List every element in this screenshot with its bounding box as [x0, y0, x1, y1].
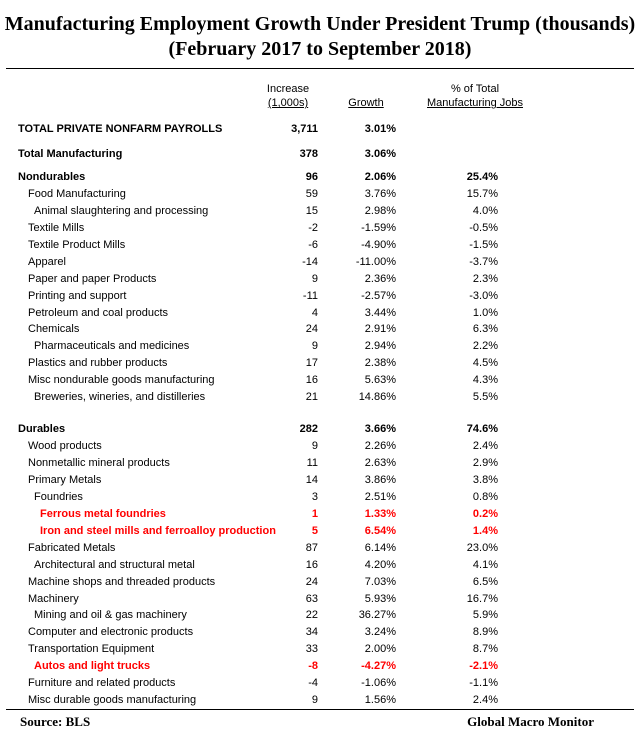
increase-value: 17	[305, 357, 318, 369]
growth-value: 2.51%	[364, 491, 396, 503]
pct-value: -0.5%	[469, 222, 498, 234]
row-label: TOTAL PRIVATE NONFARM PAYROLLS	[18, 123, 223, 135]
table-row	[0, 338, 640, 355]
row-label: Textile Product Mills	[28, 239, 126, 251]
increase-value: -11	[302, 290, 318, 302]
pct-value: 15.7%	[466, 188, 498, 200]
pct-value: 5.5%	[472, 391, 498, 403]
increase-value: 96	[305, 171, 318, 183]
table-row	[0, 489, 640, 506]
row-label: Animal slaughtering and processing	[34, 205, 209, 217]
table-row	[0, 607, 640, 624]
row-label: Primary Metals	[28, 474, 102, 486]
table-row	[0, 389, 640, 406]
increase-value: 14	[305, 474, 318, 486]
pct-value: 8.7%	[472, 643, 498, 655]
table-row	[0, 641, 640, 658]
table-row	[0, 658, 640, 675]
growth-value: 3.24%	[364, 626, 396, 638]
growth-value: 2.98%	[364, 205, 396, 217]
row-label: Foundries	[34, 491, 83, 503]
table-row	[0, 254, 640, 271]
increase-value: 59	[305, 188, 318, 200]
table-row	[0, 321, 640, 338]
row-label: Breweries, wineries, and distilleries	[34, 391, 206, 403]
pct-value: 6.5%	[472, 576, 498, 588]
growth-value: 6.54%	[364, 525, 396, 537]
increase-value: 9	[311, 340, 318, 352]
pct-value: 2.9%	[472, 457, 498, 469]
row-label: Textile Mills	[28, 222, 85, 234]
header-pct-total: % of Total	[450, 83, 500, 95]
table-row	[0, 288, 640, 305]
increase-value: 378	[299, 148, 318, 160]
increase-value: 15	[305, 205, 318, 217]
row-label: Food Manufacturing	[28, 188, 126, 200]
growth-value: 7.03%	[364, 576, 396, 588]
row-label: Mining and oil & gas machinery	[34, 609, 187, 621]
increase-value: 34	[305, 626, 318, 638]
pct-value: 2.4%	[472, 440, 498, 452]
increase-value: 87	[305, 542, 318, 554]
row-label: Printing and support	[28, 290, 127, 302]
table-row	[0, 146, 640, 163]
increase-value: 3	[311, 491, 318, 503]
growth-value: 3.01%	[364, 123, 396, 135]
growth-value: 2.26%	[364, 440, 396, 452]
increase-value: 9	[311, 273, 318, 285]
increase-value: 1	[311, 508, 318, 520]
row-label: Wood products	[28, 440, 102, 452]
row-label: Paper and paper Products	[28, 273, 157, 285]
growth-value: -2.57%	[361, 290, 396, 302]
table-row	[0, 506, 640, 523]
increase-value: 5	[311, 525, 318, 537]
increase-value: 9	[311, 440, 318, 452]
chart-title: Manufacturing Employment Growth Under President Trump (thousands)	[4, 13, 636, 35]
growth-value: 4.20%	[364, 559, 396, 571]
growth-value: -1.59%	[361, 222, 396, 234]
growth-value: 2.36%	[364, 273, 396, 285]
pct-value: 0.8%	[472, 491, 498, 503]
row-label: Fabricated Metals	[28, 542, 116, 554]
increase-value: 24	[305, 323, 318, 335]
source-label: Source: BLS	[20, 714, 91, 729]
pct-value: 1.0%	[472, 307, 498, 319]
increase-value: -14	[302, 256, 318, 268]
row-label: Architectural and structural metal	[34, 559, 195, 571]
table-row	[0, 305, 640, 322]
table-row	[0, 675, 640, 692]
header-growth: Growth	[348, 97, 384, 109]
bottom-rule	[6, 709, 634, 710]
increase-value: 4	[311, 307, 318, 319]
pct-value: 16.7%	[466, 593, 498, 605]
growth-value: 3.66%	[364, 423, 396, 435]
increase-value: 21	[305, 391, 318, 403]
pct-value: 1.4%	[472, 525, 498, 537]
increase-value: 33	[305, 643, 318, 655]
row-label: Nonmetallic mineral products	[28, 457, 170, 469]
table-row	[0, 591, 640, 608]
row-label: Pharmaceuticals and medicines	[34, 340, 190, 352]
row-label: Plastics and rubber products	[28, 357, 168, 369]
table-row	[0, 574, 640, 591]
growth-value: 3.44%	[364, 307, 396, 319]
brand-label: Global Macro Monitor	[467, 714, 594, 729]
pct-value: 74.6%	[466, 423, 498, 435]
row-label: Apparel	[28, 256, 66, 268]
table-row	[0, 355, 640, 372]
pct-value: 0.2%	[472, 508, 498, 520]
row-label: Iron and steel mills and ferroalloy production	[40, 525, 276, 537]
row-label: Transportation Equipment	[28, 643, 155, 655]
table-row	[0, 472, 640, 489]
pct-value: 2.2%	[472, 340, 498, 352]
growth-value: 3.06%	[364, 148, 396, 160]
pct-value: 6.3%	[472, 323, 498, 335]
header-increase: Increase	[266, 83, 310, 95]
increase-value: 3,711	[291, 123, 318, 135]
row-label: Total Manufacturing	[18, 148, 123, 160]
increase-value: -4	[308, 677, 318, 689]
pct-value: -3.0%	[469, 290, 498, 302]
pct-value: 23.0%	[466, 542, 498, 554]
pct-value: 3.8%	[472, 474, 498, 486]
increase-value: 16	[305, 374, 318, 386]
pct-value: 5.9%	[472, 609, 498, 621]
table-row	[0, 237, 640, 254]
increase-value: 11	[306, 457, 318, 469]
pct-value: 2.4%	[472, 694, 498, 706]
row-label: Petroleum and coal products	[28, 307, 169, 319]
growth-value: -11.00%	[355, 256, 396, 268]
table-row	[0, 186, 640, 203]
row-label: Furniture and related products	[28, 677, 176, 689]
table-row	[0, 203, 640, 220]
row-label: Machine shops and threaded products	[28, 576, 216, 588]
pct-value: 4.3%	[472, 374, 498, 386]
growth-value: 6.14%	[364, 542, 396, 554]
row-label: Machinery	[28, 593, 79, 605]
table-row	[0, 557, 640, 574]
increase-value: 63	[305, 593, 318, 605]
pct-value: -1.1%	[469, 677, 498, 689]
increase-value: 22	[305, 609, 318, 621]
table-row	[0, 121, 640, 138]
row-label: Misc durable goods manufacturing	[28, 694, 197, 706]
table-row	[0, 169, 640, 186]
table-row	[0, 692, 640, 709]
pct-value: 8.9%	[472, 626, 498, 638]
growth-value: 2.38%	[364, 357, 396, 369]
increase-value: -2	[308, 222, 318, 234]
header-increase-units: (1,000s)	[267, 97, 309, 109]
table-row	[0, 438, 640, 455]
pct-value: 4.0%	[472, 205, 498, 217]
chart-subtitle: (February 2017 to September 2018)	[168, 38, 472, 60]
growth-value: 2.00%	[364, 643, 396, 655]
table-row	[0, 624, 640, 641]
growth-value: 3.76%	[364, 188, 396, 200]
growth-value: 2.91%	[364, 323, 396, 335]
top-rule	[6, 68, 634, 69]
row-label: Durables	[18, 423, 66, 435]
pct-value: 25.4%	[466, 171, 498, 183]
table-row	[0, 372, 640, 389]
pct-value: -3.7%	[469, 256, 498, 268]
growth-value: 1.33%	[364, 508, 396, 520]
table-row	[0, 220, 640, 237]
row-label: Chemicals	[28, 323, 80, 335]
growth-value: 2.06%	[364, 171, 396, 183]
growth-value: -1.06%	[361, 677, 396, 689]
increase-value: -8	[308, 660, 318, 672]
table-row	[0, 455, 640, 472]
table-row	[0, 540, 640, 557]
increase-value: 16	[305, 559, 318, 571]
increase-value: -6	[308, 239, 318, 251]
growth-value: 5.63%	[364, 374, 396, 386]
growth-value: 1.56%	[364, 694, 396, 706]
row-label: Ferrous metal foundries	[40, 508, 166, 520]
pct-value: 2.3%	[472, 273, 498, 285]
growth-value: 2.63%	[364, 457, 396, 469]
row-label: Misc nondurable goods manufacturing	[28, 374, 215, 386]
row-label: Nondurables	[18, 171, 86, 183]
header-pct-jobs: Manufacturing Jobs	[427, 97, 523, 109]
growth-value: 5.93%	[364, 593, 396, 605]
growth-value: 2.94%	[364, 340, 396, 352]
increase-value: 9	[311, 694, 318, 706]
growth-value: 3.86%	[364, 474, 396, 486]
pct-value: -1.5%	[469, 239, 498, 251]
row-label: Computer and electronic products	[28, 626, 194, 638]
table-row	[0, 523, 640, 540]
growth-value: -4.90%	[361, 239, 396, 251]
pct-value: 4.1%	[472, 559, 498, 571]
increase-value: 24	[305, 576, 318, 588]
pct-value: 4.5%	[472, 357, 498, 369]
table-row	[0, 271, 640, 288]
growth-value: 14.86%	[358, 391, 396, 403]
pct-value: -2.1%	[469, 660, 498, 672]
growth-value: -4.27%	[361, 660, 396, 672]
growth-value: 36.27%	[358, 609, 396, 621]
increase-value: 282	[299, 423, 318, 435]
row-label: Autos and light trucks	[34, 660, 151, 672]
table-row	[0, 421, 640, 438]
